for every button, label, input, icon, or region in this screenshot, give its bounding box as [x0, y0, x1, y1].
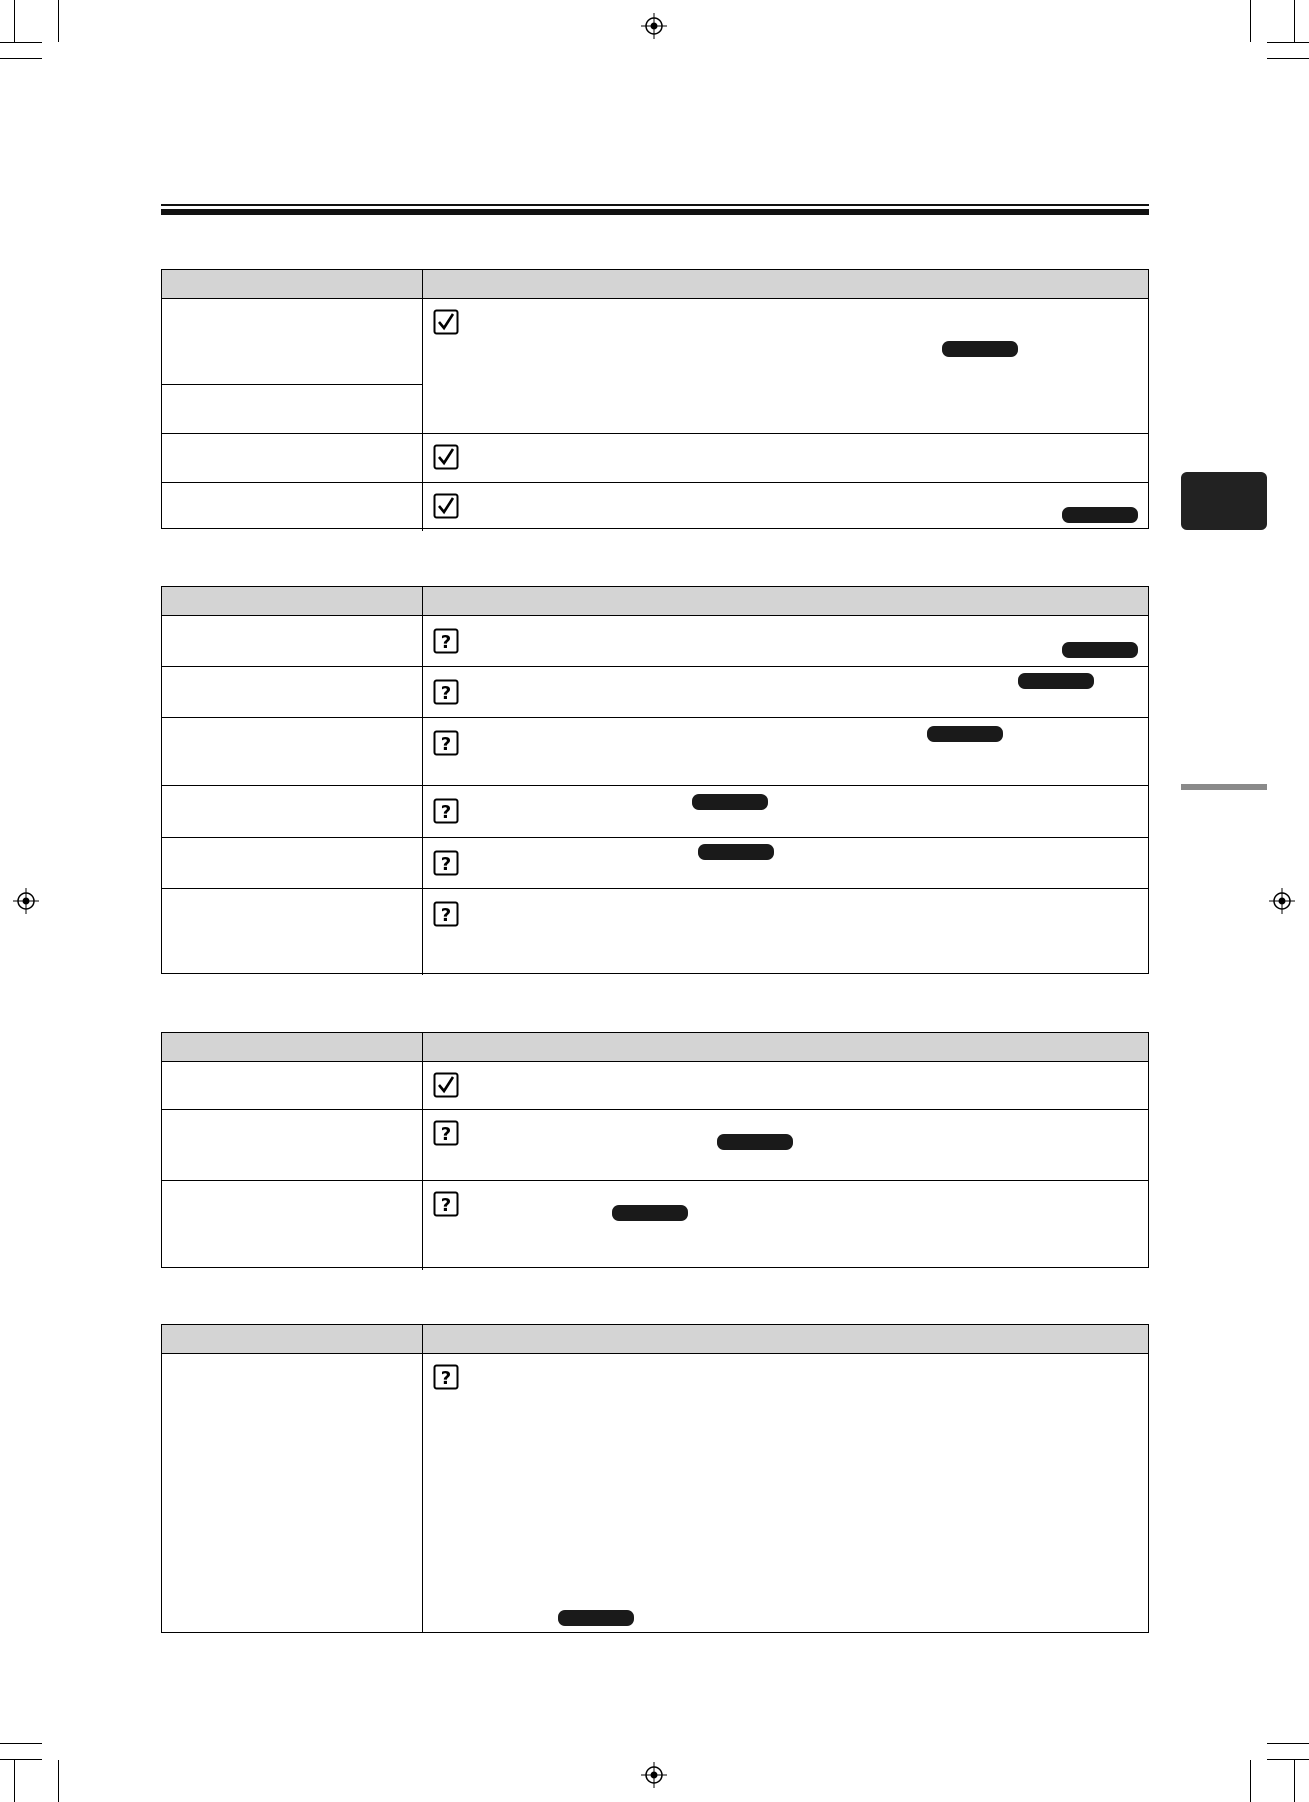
question-icon: [433, 901, 459, 927]
row-label-cell: [162, 299, 422, 385]
svg-text:?: ?: [440, 734, 452, 755]
registration-mark-icon: [641, 1762, 667, 1788]
crop-mark: [1267, 58, 1309, 59]
table-row: [162, 1354, 1148, 1633]
crop-mark: [1250, 1760, 1251, 1802]
table-row: [162, 1062, 1148, 1110]
reference-pill: [942, 341, 1018, 357]
svg-text:?: ?: [440, 802, 452, 823]
table-row: [162, 838, 1148, 889]
table-header: [162, 270, 1148, 299]
table-header: [162, 1325, 1148, 1354]
check-icon: [433, 444, 459, 470]
table-row: [162, 667, 1148, 718]
registration-mark-icon: [641, 13, 667, 39]
table-row: [162, 1110, 1148, 1181]
crop-mark: [58, 0, 59, 42]
crop-mark: [1294, 0, 1295, 42]
crop-mark: [1250, 0, 1251, 42]
crop-mark: [0, 42, 42, 43]
reference-pill: [927, 726, 1003, 742]
table-row: [162, 1181, 1148, 1270]
question-icon: [433, 628, 459, 654]
table-4: [161, 1324, 1149, 1633]
svg-text:?: ?: [440, 683, 452, 704]
question-icon: [433, 798, 459, 824]
svg-text:?: ?: [440, 1124, 452, 1145]
check-icon: [433, 1072, 459, 1098]
svg-text:?: ?: [440, 1368, 452, 1389]
question-icon: [433, 1364, 459, 1390]
question-icon: [433, 679, 459, 705]
crop-mark: [14, 1760, 15, 1802]
question-icon: [433, 850, 459, 876]
crop-mark: [0, 1743, 42, 1744]
table-1: [161, 269, 1149, 529]
svg-text:?: ?: [440, 905, 452, 926]
question-icon: [433, 1120, 459, 1146]
crop-mark: [0, 58, 42, 59]
question-icon: [433, 1191, 459, 1217]
crop-mark: [58, 1760, 59, 1802]
crop-mark: [0, 1759, 42, 1760]
registration-mark-icon: [1269, 888, 1295, 914]
table-row: [162, 483, 1148, 531]
svg-text:?: ?: [440, 854, 452, 875]
section-indicator-bar: [1181, 784, 1267, 790]
table-row: [162, 718, 1148, 786]
table-row: [162, 434, 1148, 483]
table-3: [161, 1032, 1149, 1268]
reference-pill: [1018, 673, 1094, 689]
svg-text:?: ?: [440, 1195, 452, 1216]
reference-pill: [1062, 642, 1138, 658]
chapter-tab: [1181, 472, 1267, 530]
table-header: [162, 1033, 1148, 1062]
reference-pill: [558, 1610, 634, 1626]
reference-pill: [612, 1205, 688, 1221]
reference-pill: [698, 844, 774, 860]
crop-mark: [1267, 1743, 1309, 1744]
table-row: [162, 299, 1148, 434]
reference-pill: [1062, 507, 1138, 523]
table-2: [161, 586, 1149, 974]
crop-mark: [1267, 1759, 1309, 1760]
table-header: [162, 587, 1148, 616]
check-icon: [433, 309, 459, 335]
svg-text:?: ?: [440, 632, 452, 653]
crop-mark: [1267, 42, 1309, 43]
registration-mark-icon: [13, 888, 39, 914]
title-rule-thin: [161, 204, 1149, 206]
table-row: [162, 889, 1148, 975]
reference-pill: [717, 1134, 793, 1150]
question-icon: [433, 730, 459, 756]
crop-mark: [14, 0, 15, 42]
crop-mark: [1294, 1760, 1295, 1802]
table-row: [162, 786, 1148, 838]
reference-pill: [692, 794, 768, 810]
title-rule-thick: [161, 209, 1149, 215]
table-row: [162, 616, 1148, 667]
check-icon: [433, 493, 459, 519]
